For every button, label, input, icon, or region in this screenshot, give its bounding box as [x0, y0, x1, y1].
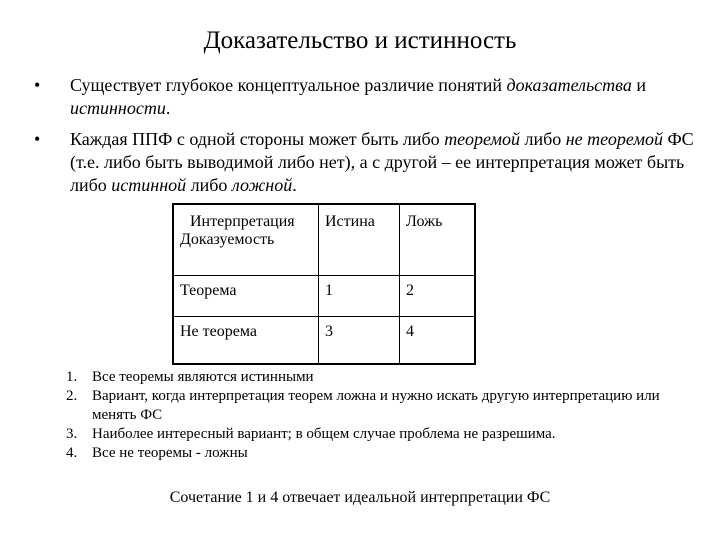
- bullet-text-part: .: [165, 98, 171, 118]
- table-row: [173, 276, 475, 317]
- bullet-term-theorem: теоремой: [444, 129, 520, 149]
- cell-theorem-true: 1: [319, 276, 400, 317]
- slide-title: Доказательство и истинность: [203, 27, 517, 54]
- bullet-list: [34, 74, 694, 205]
- footer-conclusion: Сочетание 1 и 4 отвечает идеальной интерпретации ФС: [169, 489, 551, 506]
- bullet-text-part: Существует глубокое концептуальное различие понятий: [70, 75, 507, 95]
- note-number: 2.: [66, 388, 78, 404]
- bullet-term-true: истинной: [111, 175, 187, 195]
- notes-list: [66, 368, 666, 463]
- note-number: 1.: [66, 369, 78, 385]
- bullet-item: [34, 128, 694, 197]
- note-text: Все теоремы являются истинными: [92, 369, 314, 385]
- bullet-term-proof: доказательства: [506, 75, 632, 95]
- bullet-text-part: и: [631, 75, 646, 95]
- note-text: Все не теоремы - ложны: [92, 445, 248, 461]
- note-text: Вариант, когда интерпретация теорем ложна и нужно искать другую интерпретацию или менять ФС: [92, 388, 660, 423]
- list-item: [66, 387, 666, 425]
- note-number: 4.: [66, 445, 78, 461]
- bullet-text: [70, 129, 694, 195]
- table-row: [173, 317, 475, 365]
- row-label-non-theorem: Не теорема: [173, 317, 319, 365]
- cell-non-theorem-true: 3: [319, 317, 400, 365]
- row-label-theorem: Теорема: [173, 276, 319, 317]
- corner-label-provability: Доказуемость: [180, 231, 275, 248]
- table-header-row: [173, 204, 475, 276]
- bullet-text: [70, 75, 646, 118]
- corner-label-interpretation: Интерпретация: [190, 213, 295, 230]
- bullet-marker: •: [34, 129, 41, 149]
- bullet-item: [34, 74, 694, 120]
- cell-non-theorem-false: 4: [400, 317, 476, 365]
- header-false: Ложь: [400, 204, 476, 276]
- bullet-text-part: Каждая ППФ с одной стороны может быть либо: [70, 129, 445, 149]
- note-number: 3.: [66, 426, 78, 442]
- bullet-text-part: либо: [519, 129, 566, 149]
- table-corner-cell: [173, 204, 319, 276]
- list-item: [66, 368, 666, 387]
- truth-table: [172, 203, 476, 365]
- note-text: Наиболее интересный вариант; в общем случае проблема не разрешима.: [92, 426, 556, 442]
- bullet-text-part: либо: [186, 175, 232, 195]
- bullet-term-truth: истинности: [70, 98, 166, 118]
- cell-theorem-false: 2: [400, 276, 476, 317]
- bullet-text-part: .: [292, 175, 297, 195]
- bullet-term-non-theorem: не теоремой: [565, 129, 663, 149]
- header-true: Истина: [319, 204, 400, 276]
- list-item: [66, 425, 666, 444]
- bullet-marker: •: [34, 75, 41, 95]
- list-item: [66, 444, 666, 463]
- bullet-text-part: ФС (т.е. либо быть выводимой либо нет), а с другой – ее интерпретация может быть либо: [70, 129, 694, 195]
- bullet-term-false: ложной: [231, 175, 293, 195]
